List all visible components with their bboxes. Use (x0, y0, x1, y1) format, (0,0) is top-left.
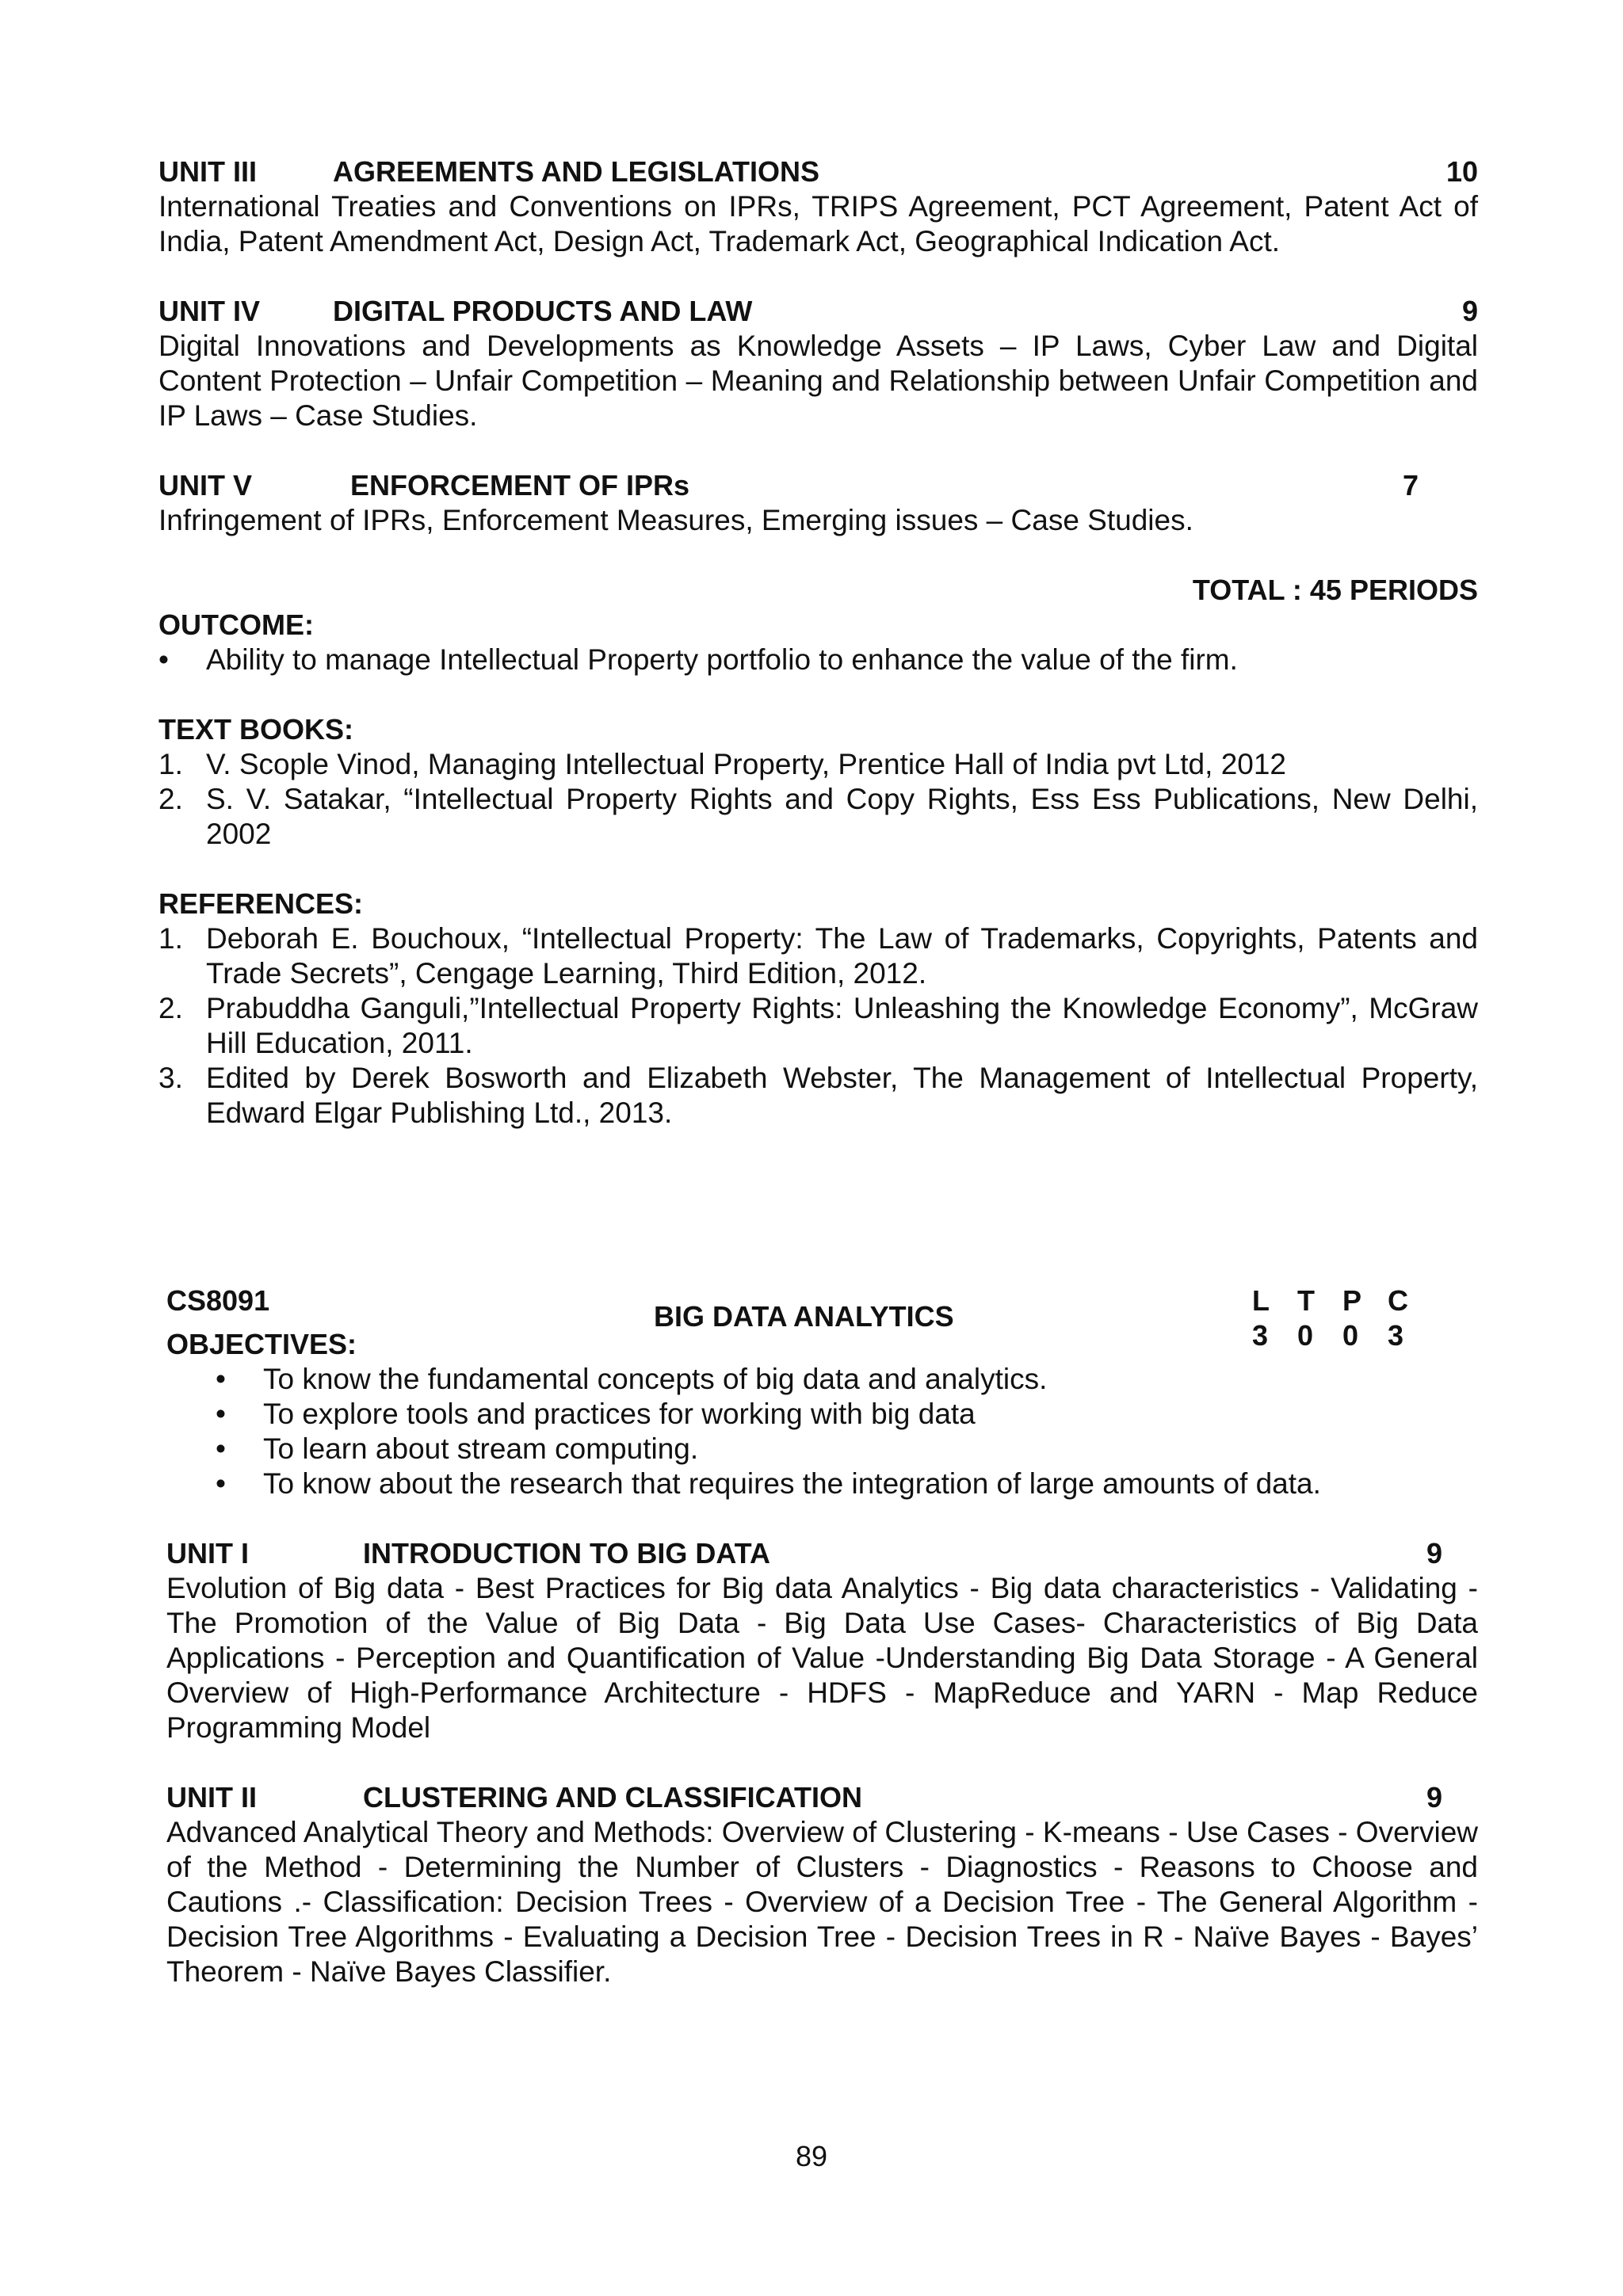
item-number: 2. (158, 992, 183, 1024)
item-number: 3. (158, 1062, 183, 1094)
ltpc-header-row (1252, 1283, 1433, 1318)
page-number: 89 (795, 2140, 828, 2172)
objective-item: • To explore tools and practices for working with big data (166, 1397, 1478, 1432)
outcome-heading: OUTCOME: (158, 608, 314, 641)
unit-title: ENFORCEMENT OF IPRs (350, 469, 690, 502)
list-item (158, 921, 1478, 991)
unit-number: UNIT II (166, 1781, 257, 1814)
item-text: Prabuddha Ganguli,”Intellectual Property Rights: Unleashing the Knowledge Economy”, McGraw Hill Education, 2011. (206, 992, 1478, 1059)
item-number: 2. (158, 783, 183, 815)
outcome-item: • Ability to manage Intellectual Property portfolio to enhance the value of the firm. (158, 643, 1478, 677)
references-list (158, 921, 1478, 1131)
unit-title: INTRODUCTION TO BIG DATA (363, 1537, 770, 1569)
total-periods: TOTAL : 45 PERIODS (1192, 574, 1478, 606)
unit-description: Infringement of IPRs, Enforcement Measures, Emerging issues – Case Studies. (158, 504, 1193, 536)
item-text: S. V. Satakar, “Intellectual Property Rights and Copy Rights, Ess Ess Publications, New Delhi, 2002 (206, 783, 1478, 850)
course-title: BIG DATA ANALYTICS (654, 1300, 954, 1333)
ltpc-p-value: 0 (1342, 1319, 1359, 1352)
text-books-heading: TEXT BOOKS: (158, 713, 354, 746)
text-books-section (158, 712, 1478, 852)
ltpc-t-value: 0 (1297, 1319, 1314, 1352)
item-text: Edited by Derek Bosworth and Elizabeth Webster, The Management of Intellectual Property, Edward Elgar Publishing Ltd., 2013. (206, 1062, 1478, 1129)
course-code: CS8091 (166, 1284, 270, 1317)
objectives-list (166, 1362, 1478, 1501)
unit-number: UNIT V (158, 469, 253, 502)
ltpc-p-label: P (1342, 1284, 1362, 1317)
references-heading: REFERENCES: (158, 887, 364, 920)
ltpc-c-label: C (1388, 1284, 1408, 1317)
unit-description: Evolution of Big data - Best Practices for Big data Analytics - Big data characteristics - Validating - The Promotion of the Value of Big Data - Big Data Use Cases- Characteristics of Big Data Applications - Perception and Quantification of Value -Understanding Big Data Storage - A General Overview of High-Performance Architecture - HDFS - MapReduce and YARN - Map Reduce Programming Model (166, 1572, 1478, 1744)
course-section (166, 1283, 1478, 2024)
syllabus-upper-section (158, 154, 1478, 1165)
unit-hours: 10 (1445, 155, 1478, 188)
unit-i-section (166, 1536, 1478, 1745)
list-item (158, 1061, 1478, 1131)
outcome-section (158, 608, 1478, 677)
unit-v-section (158, 468, 1478, 538)
unit-header (166, 1780, 1478, 1815)
unit-number: UNIT I (166, 1537, 249, 1569)
outcome-list (158, 643, 1478, 677)
course-header (166, 1283, 1478, 1359)
text-books-list (158, 747, 1478, 852)
list-item (158, 782, 1478, 852)
list-item (158, 747, 1478, 782)
unit-iv-section (158, 294, 1478, 433)
unit-number: UNIT IV (158, 295, 261, 327)
references-section (158, 887, 1478, 1131)
objective-item: • To know the fundamental concepts of big data and analytics. (166, 1362, 1478, 1397)
objective-item: • To know about the research that requires the integration of large amounts of data. (166, 1466, 1478, 1501)
unit-description: Digital Innovations and Developments as Knowledge Assets – IP Laws, Cyber Law and Digital Content Protection – Unfair Competition – Meaning and Relationship between Unfair Competition and IP Laws – Case Studies. (158, 330, 1478, 432)
unit-hours: 9 (1461, 295, 1478, 327)
unit-description: International Treaties and Conventions on IPRs, TRIPS Agreement, PCT Agreement, Patent Act of India, Patent Amendment Act, Design Act, Trademark Act, Geographical Indication Act. (158, 190, 1478, 257)
ltpc-l-label: L (1252, 1284, 1270, 1317)
ltpc-c-value: 3 (1388, 1319, 1404, 1352)
unit-description: Advanced Analytical Theory and Methods: Overview of Clustering - K-means - Use Cases - Overview of the Method - Determining the Number of Clusters - Diagnostics - Reasons to Choose and Cautions .- Classification: Decision Trees - Overview of a Decision Tree - The General Algorithm - Decision Tree Algorithms - Evaluating a Decision Tree - Decision Trees in R - Naïve Bayes - Bayes’ Theorem - Naïve Bayes Classifier. (166, 1816, 1478, 1988)
unit-title: CLUSTERING AND CLASSIFICATION (363, 1781, 862, 1814)
ltpc-l-value: 3 (1252, 1319, 1269, 1352)
ltpc-table (1252, 1283, 1433, 1353)
item-text: V. Scople Vinod, Managing Intellectual Property, Prentice Hall of India pvt Ltd, 2012 (206, 748, 1287, 780)
unit-hours: 9 (1426, 1537, 1443, 1569)
unit-title: DIGITAL PRODUCTS AND LAW (333, 295, 753, 327)
unit-header (158, 294, 1478, 329)
unit-title: AGREEMENTS AND LEGISLATIONS (333, 155, 820, 188)
unit-number: UNIT III (158, 155, 257, 188)
ltpc-t-label: T (1297, 1284, 1315, 1317)
ltpc-value-row (1252, 1318, 1433, 1353)
unit-hours: 9 (1426, 1781, 1443, 1814)
item-number: 1. (158, 922, 183, 955)
objective-item: • To learn about stream computing. (166, 1432, 1478, 1466)
item-number: 1. (158, 748, 183, 780)
objectives-heading: OBJECTIVES: (166, 1328, 357, 1360)
list-item (158, 991, 1478, 1061)
unit-hours: 7 (1403, 469, 1419, 502)
item-text: Deborah E. Bouchoux, “Intellectual Property: The Law of Trademarks, Copyrights, Patents and Trade Secrets”, Cengage Learning, Third Edition, 2012. (206, 922, 1478, 990)
unit-header (158, 154, 1478, 189)
unit-iii-section (158, 154, 1478, 259)
unit-ii-section (166, 1780, 1478, 1989)
unit-header (158, 468, 1478, 503)
unit-header (166, 1536, 1478, 1571)
